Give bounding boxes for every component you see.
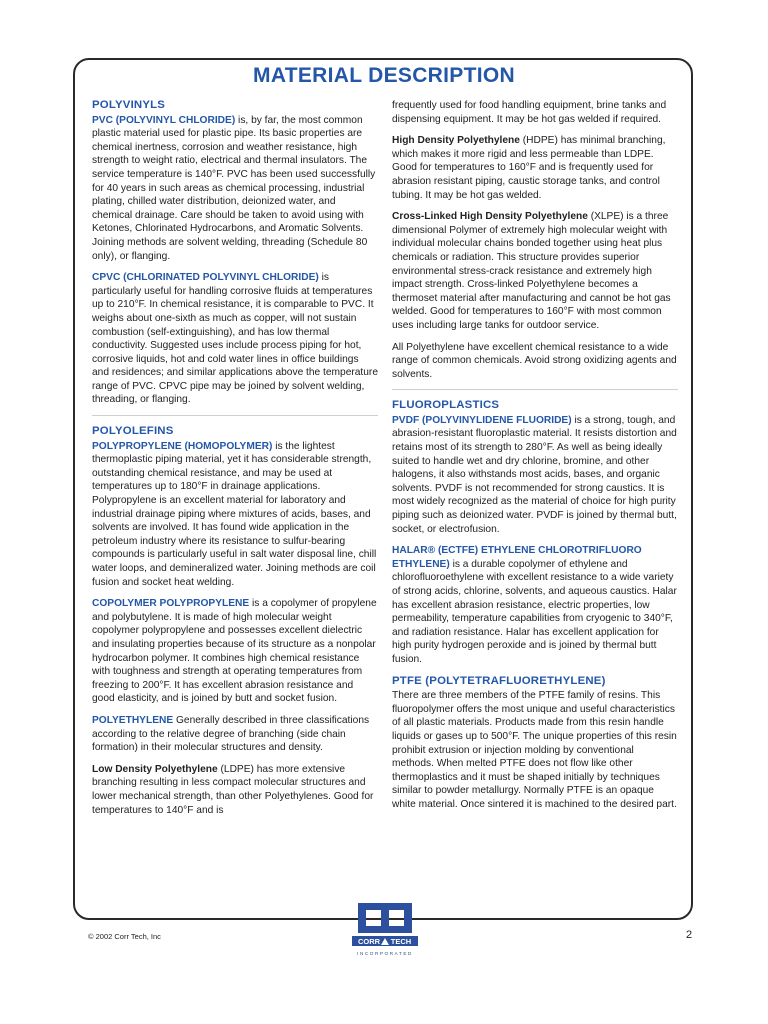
polyvinyls-heading: POLYVINYLS xyxy=(92,99,166,111)
logo-bottom-bar xyxy=(358,926,412,933)
fluoroplastics-heading: FLUOROPLASTICS xyxy=(392,399,500,412)
polypropylene-paragraph xyxy=(92,440,378,590)
corr-tech-logo xyxy=(352,902,418,960)
page-title: MATERIAL DESCRIPTION xyxy=(253,64,515,87)
xlpe-paragraph xyxy=(392,210,678,332)
hdpe-term: High Density Polyethylene xyxy=(392,135,520,147)
xlpe-term: Cross-Linked High Density Polyethylene xyxy=(392,211,588,223)
all-polyethylene-paragraph: All Polyethylene have excellent chemical resistance to a wide range of common chemicals. Avoid strong oxidizing agents and solvents. xyxy=(392,341,677,380)
polypropylene-term: POLYPROPYLENE (HOMOPOLYMER) xyxy=(92,440,273,452)
polyethylene-term: POLYETHYLENE xyxy=(92,714,174,726)
polypropylene-text: is the lightest thermoplastic piping material, yet it has considerable strength, outstanding chemical resistance, and may be used at temperatures up to 180°F in drainage applications. Polypropylene is an excellent material for laboratory and industrial drainage piping where mixtures of acids, bases, and solvents are involved. It has found wide application in the petroleum industry where its resistance to sulfur-bearing compounds is particularly useful in salt water disposal line, chill water loops, and demineralized water. Joining methods are coil fusion and socket heat welding. xyxy=(92,440,377,588)
halar-text: is a durable copolymer of ethylene and chlorofluoroethylene with excellent resistance to a wide variety of strong acids, chlorine, solvents, and aqueous caustics. Halar has excellent abrasion resistance, electric properties, low permeability, temperature capabilities from cryogenic to 340°F, and radiation resistance. Halar has excellent application for high purity hydrogen peroxide and is joined by thermal butt fusion. xyxy=(392,558,677,665)
ldpe-text: (LDPE) has more extensive branching resulting in less compact molecular structures and lower mechanical strength, than other Polyethylenes. Good for temperatures to 140°F and is xyxy=(92,763,374,816)
cpvc-text: is particularly useful for handling corrosive fluids at temperatures up to 210°F. In chemical resistance, it is comparable to PVC. It weighs about one-sixth as much as copper, will not sustain combustion (self-extinguishing), and has low thermal conductivity. Suggested uses include process piping for hot, corrosive liquids, hot and cold water lines in office buildings and residences; and similar applications above the temperature range of PVC. CPVC pipe may be joined by solvent welding, threading, or flanging. xyxy=(92,272,378,406)
pvdf-text: is a strong, tough, and abrasion-resistant fluoroplastic material. It resists distortion and retains most of its strength to 280°F. As well as being ideally suited to handle wet and dry chlorine, bromine, and other halogens, it also withstands most acids, bases, and organic solvents. PVDF is not recommended for strong caustics. It is most widely recognized as the material of choice for high purity piping such as deionized water. PVDF is joined by thermal butt, socket, or electrofusion. xyxy=(392,414,677,535)
cpvc-term: CPVC (CHLORINATED POLYVINYL CHLORIDE) xyxy=(92,272,319,284)
ptfe-paragraph: There are three members of the PTFE family of resins. This fluoropolymer offers the most unique and useful characteristics of all plastic materials. Products made from this resin handle liquids or gases up to 500°F. The unique properties of this resin prohibit extrusion or injection molding by conventional methods. When melted PTFE does not flow like other thermoplastics and it must be shaped initially by techniques similar to powder metallurgy. Normally PTFE is an opaque white material. Once sintered it is machined to the desired part. xyxy=(392,690,677,810)
section-divider xyxy=(92,415,378,416)
pvdf-term: PVDF (POLYVINYLIDENE FLUORIDE) xyxy=(392,414,572,426)
copolymer-text: is a copolymer of propylene and polybutylene. It is made of high molecular weight copolymer polypropylene and possesses excellent dielectric and insulating properties because of its structure as a nonpolar hydrocarbon polymer. It combines high chemical resistance with toughness and strength at operating temperatures from freezing to 200°F. It has excellent abrasion resistance and good elasticity, and is joined by butt and socket fusion. xyxy=(92,598,377,705)
hdpe-text: (HDPE) has minimal branching, which makes it more rigid and less permeable than LDPE. Good for temperatures to 160°F and is frequently used for abrasion resistant piping, caustic storage tanks, and control tubing. It may be hot gas welded. xyxy=(392,135,666,201)
pvc-term: PVC (POLYVINYL CHLORIDE) xyxy=(92,114,236,126)
polyolefins-heading: POLYOLEFINS xyxy=(92,425,174,438)
copyright-notice: © 2002 Corr Tech, Inc xyxy=(88,932,161,941)
left-column xyxy=(92,99,378,825)
pvc-paragraph xyxy=(92,114,378,264)
ldpe-term: Low Density Polyethylene xyxy=(92,763,218,775)
logo-word-tech: TECH xyxy=(390,937,412,946)
pvdf-paragraph xyxy=(392,414,678,536)
hdpe-paragraph xyxy=(392,134,678,202)
copolymer-term: COPOLYMER POLYPROPYLENE xyxy=(92,598,250,610)
halar-term: HALAR® (ECTFE) ETHYLENE CHLOROTRIFLUORO ETHYLENE) xyxy=(392,545,642,570)
copolymer-paragraph xyxy=(92,597,378,706)
logo-top-bar xyxy=(358,903,412,910)
logo-word-corr: CORR xyxy=(357,937,381,946)
halar-paragraph xyxy=(392,544,678,666)
xlpe-text: (XLPE) is a three dimensional Polymer of extremely high molecular weight with individual molecular chains bonded together using heat plus chemicals or radiation. This structure provides superior environmental stress-crack resistance and extremely high impact strength. Cross-linked Polyethylene becomes a thermoset material after manufacturing and cannot be hot gas welded. Good for temperatures to 160°F with most common uses including large tanks for outdoor service. xyxy=(392,211,671,331)
ldpe-continued-paragraph: frequently used for food handling equipment, brine tanks and dispensing equipment. It may be hot gas welded if required. xyxy=(392,100,667,125)
logo-subtitle: INCORPORATED xyxy=(357,951,413,956)
page-number: 2 xyxy=(686,929,693,941)
right-column xyxy=(392,99,678,820)
ldpe-paragraph xyxy=(92,763,378,817)
cpvc-paragraph xyxy=(92,271,378,407)
section-divider xyxy=(392,389,678,390)
ptfe-heading: PTFE (POLYTETRAFLUORETHYLENE) xyxy=(392,674,606,687)
polyethylene-paragraph xyxy=(92,714,378,755)
pvc-text: is, by far, the most common plastic material used for plastic pipe. Its basic properties are chemical inertness, corrosion and weather resistance, high strength to weight ratio, electrical and thermal insulators. The service temperature is 140°F. PVC has been used successfully for 40 years in such areas as chemical processing, industrial plating, chilled water distribution, deionized water, and chemical drainage. Care should be taken to avoid using with Ketones, Chlorinated Hydrocarbons, and Aromatic Solvents. Joining methods are solvent welding, threading (Schedule 80 only), or flanging. xyxy=(92,114,376,262)
polyethylene-text: Generally described in three classifications according to the relative degree of branching (side chain formation) in their molecular structures and density. xyxy=(92,714,370,754)
